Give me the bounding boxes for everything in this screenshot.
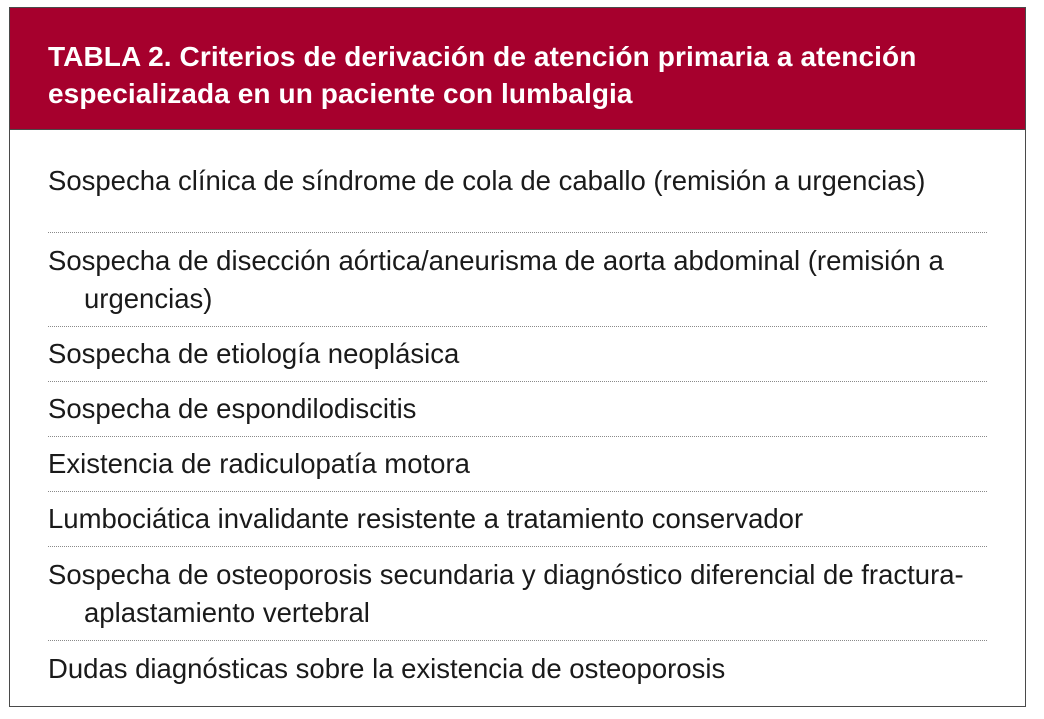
table-row-text: Sospecha clínica de síndrome de cola de caballo (remisión a urgencias) bbox=[48, 165, 926, 196]
table-title: TABLA 2. Criterios de derivación de atención primaria a atención especializada en un paciente con lumbalgia bbox=[48, 41, 917, 109]
table-row-text: Lumbociática invalidante resistente a tratamiento conservador bbox=[48, 503, 804, 534]
criteria-table bbox=[9, 7, 1026, 707]
table-body bbox=[10, 130, 1025, 696]
table-row bbox=[48, 437, 987, 492]
table-row-text: Existencia de radiculopatía motora bbox=[48, 448, 470, 479]
table-row bbox=[48, 382, 987, 437]
table-header bbox=[10, 8, 1025, 130]
table-row-text: Sospecha de osteoporosis secundaria y diagnóstico diferencial de fractura-aplastamiento vertebral bbox=[48, 558, 964, 628]
table-row bbox=[48, 547, 987, 641]
table-row bbox=[48, 130, 987, 233]
table-row-text: Sospecha de disección aórtica/aneurisma de aorta abdominal (remisión a urgencias) bbox=[48, 244, 944, 314]
table-row bbox=[48, 327, 987, 382]
table-row-text: Sospecha de etiología neoplásica bbox=[48, 338, 460, 369]
table-row bbox=[48, 492, 987, 547]
table-row-text: Sospecha de espondilodiscitis bbox=[48, 393, 417, 424]
table-row bbox=[48, 641, 987, 696]
table-row bbox=[48, 233, 987, 327]
table-row-text: Dudas diagnósticas sobre la existencia de osteoporosis bbox=[48, 652, 726, 684]
